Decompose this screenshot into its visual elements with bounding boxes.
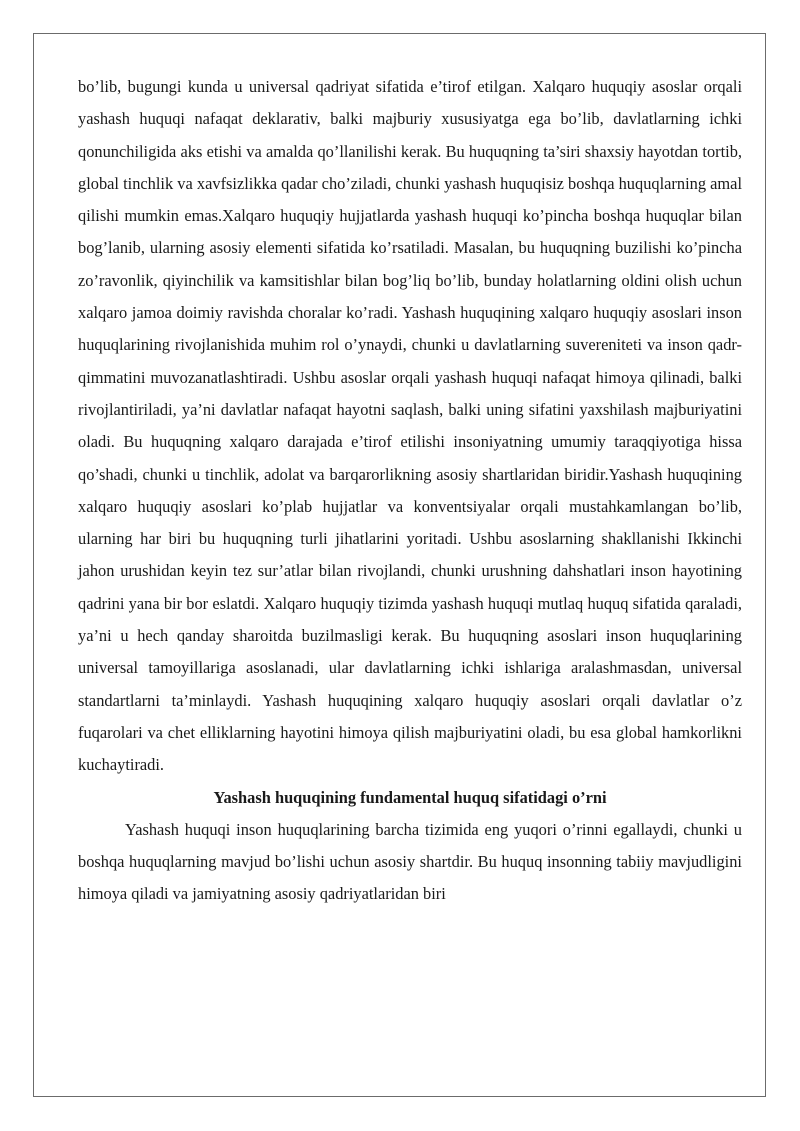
document-body	[78, 71, 742, 911]
section-heading: Yashash huquqining fundamental huquq sifatidagi o’rni	[213, 787, 607, 807]
body-paragraph: Yashash huquqi inson huquqlarining barcha tizimida eng yuqori o’rinni egallaydi, chunki u boshqa huquqlarning mavjud bo’lishi uchun asosiy shartdir. Bu huquq insonning tabiiy mavjudligini himoya qiladi va jamiyatning asosiy qadriyatlaridan biri	[78, 819, 742, 904]
body-paragraph: bo’lib, bugungi kunda u universal qadriyat sifatida e’tirof etilgan. Xalqaro huquqiy asoslar orqali yashash huquqi nafaqat deklarativ, balki majburiy xususiyatga ega bo’lib, davlatlarning ichki qonunchiligida aks etishi va amalda qo’llanilishi kerak. Bu huquqning ta’siri shaxsiy hayotdan tortib, global tinchlik va xavfsizlikka qadar cho’ziladi, chunki yashash huquqisiz boshqa huquqlarning amal qilishi mumkin emas.Xalqaro huquqiy hujjatlarda yashash huquqi ko’pincha boshqa huquqlar bilan bog’lanib, ularning asosiy elementi sifatida ko’rsatiladi. Masalan, bu huquqning buzilishi ko’pincha zo’ravonlik, qiyinchilik va kamsitishlar bilan bog’liq bo’lib, bunday holatlarning oldini olish uchun xalqaro jamoa doimiy ravishda choralar ko’radi. Yashash huquqining xalqaro huquqiy asoslari inson huquqlarining rivojlanishida muhim rol o’ynaydi, chunki u davlatlarning suvereniteti va inson qadr-qimmatini muvozanatlashtiradi. Ushbu asoslar orqali yashash huquqi nafaqat himoya qilinadi, balki rivojlantiriladi, ya’ni davlatlar nafaqat hayotni saqlash, balki uning sifatini yaxshilash majburiyatini oladi. Bu huquqning xalqaro darajada e’tirof etilishi insoniyatning umumiy taraqqiyotiga hissa qo’shadi, chunki u tinchlik, adolat va barqarorlikning asosiy shartlaridan biridir.Yashash huquqining xalqaro huquqiy asoslari ko’plab hujjatlar va konventsiyalar orqali mustahkamlangan bo’lib, ularning har biri bu huquqning turli jihatlarini yoritadi. Ushbu asoslarning shakllanishi Ikkinchi jahon urushidan keyin tez sur’atlar bilan rivojlandi, chunki urushning dahshatlari inson hayotining qadrini yana bir bor eslatdi. Xalqaro huquqiy tizimda yashash huquqi mutlaq huquq sifatida qaraladi, ya’ni u hech qanday sharoitda buzilmasligi kerak. Bu huquqning asoslari inson huquqlarining universal tamoyillariga asoslanadi, ular davlatlarning ichki ishlariga aralashmasdan, universal standartlarni ta’minlaydi. Yashash huquqining xalqaro huquqiy asoslari orqali davlatlar o’z fuqarolari va chet elliklarning hayotini himoya qilish majburiyatini oladi, bu esa global hamkorlikni kuchaytiradi.	[78, 77, 742, 775]
